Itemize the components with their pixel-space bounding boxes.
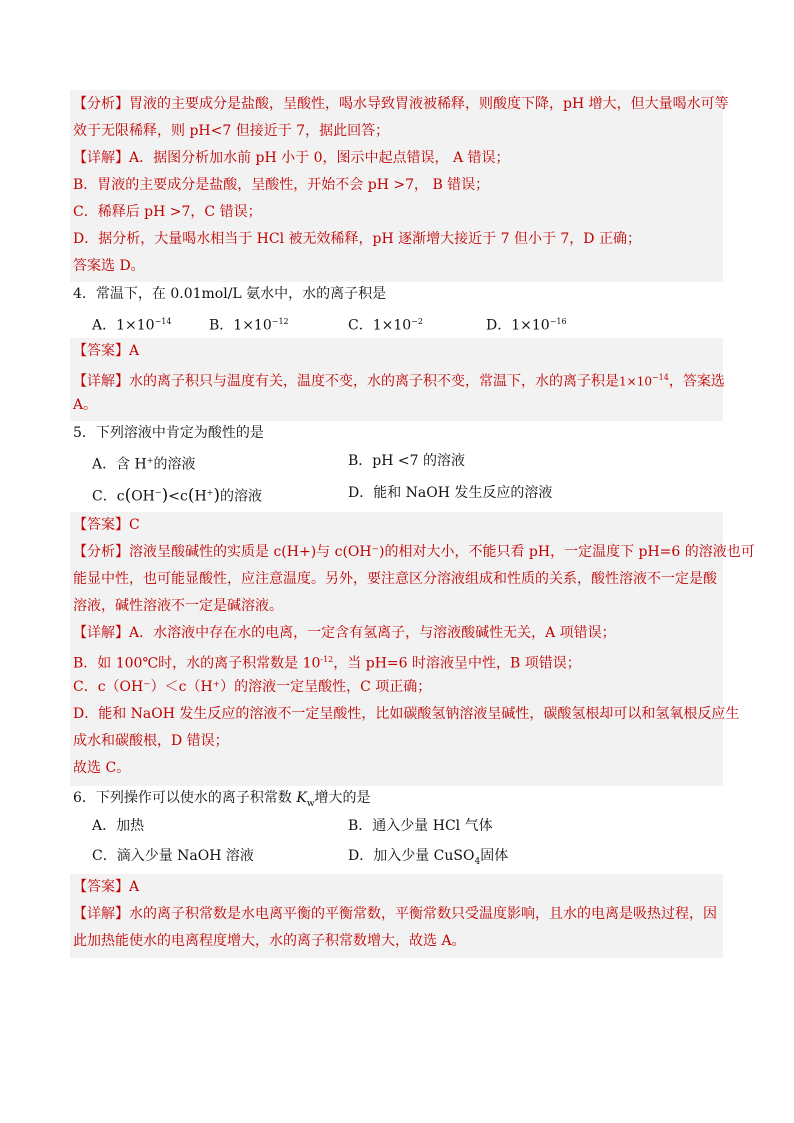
prev-conclusion: 答案选 D。 bbox=[73, 258, 145, 274]
q5-option-b: B．pH <7 的溶液 bbox=[348, 453, 465, 469]
prev-analysis-line-1: 【分析】胃液的主要成分是盐酸，呈酸性，喝水导致胃液被稀释，则酸度下降，pH 增大，但大量喝水可等 bbox=[73, 96, 729, 112]
prev-detail-line-1: 【详解】A．据图分析加水前 pH 小于 0，图示中起点错误， A 错误； bbox=[73, 150, 510, 166]
answer-label: 【答案】 bbox=[73, 343, 129, 359]
q5-analysis-line-3: 溶液，碱性溶液不一定是碱溶液。 bbox=[73, 598, 283, 614]
q5-stem: 5．下列溶液中肯定为酸性的是 bbox=[73, 425, 264, 441]
answer-label: 【答案】 bbox=[73, 879, 129, 895]
q6-option-c: C．滴入少量 NaOH 溶液 bbox=[92, 848, 254, 864]
prev-detail-line-3: C．稀释后 pH >7，C 错误； bbox=[73, 204, 262, 220]
prev-analysis-line-2: 效于无限稀释，则 pH<7 但接近于 7，据此回答； bbox=[73, 123, 390, 139]
q5-option-c: C．c(OH−)<c(H+)的溶液 bbox=[92, 485, 263, 506]
q5-analysis-line-1: 【分析】溶液呈酸碱性的实质是 c(H+)与 c(OH⁻)的相对大小，不能只看 pH，一定温度下 pH=6 的溶液也可 bbox=[73, 544, 755, 560]
detail-label: 【详解】 bbox=[73, 906, 129, 922]
q6-answer: 【答案】A bbox=[73, 879, 140, 895]
q6-detail-line-1: 【详解】水的离子积常数是水电离平衡的平衡常数，平衡常数只受温度影响，且水的电离是吸热过程，因 bbox=[73, 906, 717, 922]
q6-option-b: B．通入少量 HCl 气体 bbox=[348, 818, 493, 834]
q4-detail-line-1: 【详解】水的离子积只与温度有关，温度不变，水的离子积不变，常温下，水的离子积是$1\times 10^{-14}$，答案选 bbox=[73, 373, 725, 390]
detail-label: 【详解】 bbox=[73, 373, 129, 390]
q5-conclusion: 故选 C。 bbox=[73, 760, 131, 776]
answer-label: 【答案】 bbox=[73, 517, 129, 533]
q4-answer: 【答案】A bbox=[73, 343, 140, 359]
q5-detail-line-1: 【详解】A．水溶液中存在水的电离，一定含有氢离子，与溶液酸碱性无关，A 项错误； bbox=[73, 625, 616, 641]
q6-detail-line-2: 此加热能使水的电离程度增大，水的离子积常数增大，故选 A。 bbox=[73, 933, 466, 949]
q4-stem: 4．常温下，在 0.01mol/L 氨水中，水的离子积是 bbox=[73, 286, 387, 302]
q5-analysis-line-2: 能显中性，也可能显酸性，应注意温度。另外，要注意区分溶液组成和性质的关系，酸性溶液不一定是酸 bbox=[73, 571, 717, 587]
q6-option-d: D．加入少量 CuSO$_4$固体 bbox=[348, 848, 509, 867]
q5-detail-line-4: D．能和 NaOH 发生反应的溶液不一定呈酸性，比如碳酸氢钠溶液呈碱性，碳酸氢根却可以和氢氧根反应生 bbox=[73, 706, 740, 722]
q4-option-c: C．$1\times 10^{-2}$ bbox=[348, 317, 423, 334]
q5-detail-line-3: C．c（OH⁻）＜c（H⁺）的溶液一定呈酸性，C 项正确； bbox=[73, 679, 432, 695]
q4-detail-line-2: A。 bbox=[73, 397, 98, 413]
q5-detail-line-2: B．如 100℃时，水的离子积常数是 $10^{-12}$，当 pH=6 时溶液呈中性，B 项错误； bbox=[73, 655, 581, 672]
q4-option-a: A．$1\times 10^{-14}$ bbox=[92, 317, 172, 334]
prev-detail-line-2: B．胃液的主要成分是盐酸，呈酸性，开始不会 pH >7， B 错误； bbox=[73, 177, 490, 193]
q6-stem: 6．下列操作可以使水的离子积常数 $K_w$增大的是 bbox=[73, 790, 371, 809]
analysis-label: 【分析】 bbox=[73, 544, 129, 560]
q4-option-b: B．$1\times 10^{-12}$ bbox=[209, 317, 289, 334]
detail-label: 【详解】 bbox=[73, 625, 129, 641]
prev-detail-line-4: D．据分析，大量喝水相当于 HCl 被无效稀释，pH 逐渐增大接近于 7 但小于 7，D 正确； bbox=[73, 231, 641, 247]
q6-option-a: A．加热 bbox=[92, 818, 145, 834]
q5-option-d: D．能和 NaOH 发生反应的溶液 bbox=[348, 485, 553, 501]
analysis-label: 【分析】 bbox=[73, 96, 129, 112]
q5-option-a: A．含 H+的溶液 bbox=[92, 456, 196, 473]
q4-option-d: D．$1\times 10^{-16}$ bbox=[486, 317, 567, 334]
q5-answer: 【答案】C bbox=[73, 517, 140, 533]
q5-detail-line-5: 成水和碳酸根，D 错误； bbox=[73, 733, 229, 749]
detail-label: 【详解】 bbox=[73, 150, 129, 166]
